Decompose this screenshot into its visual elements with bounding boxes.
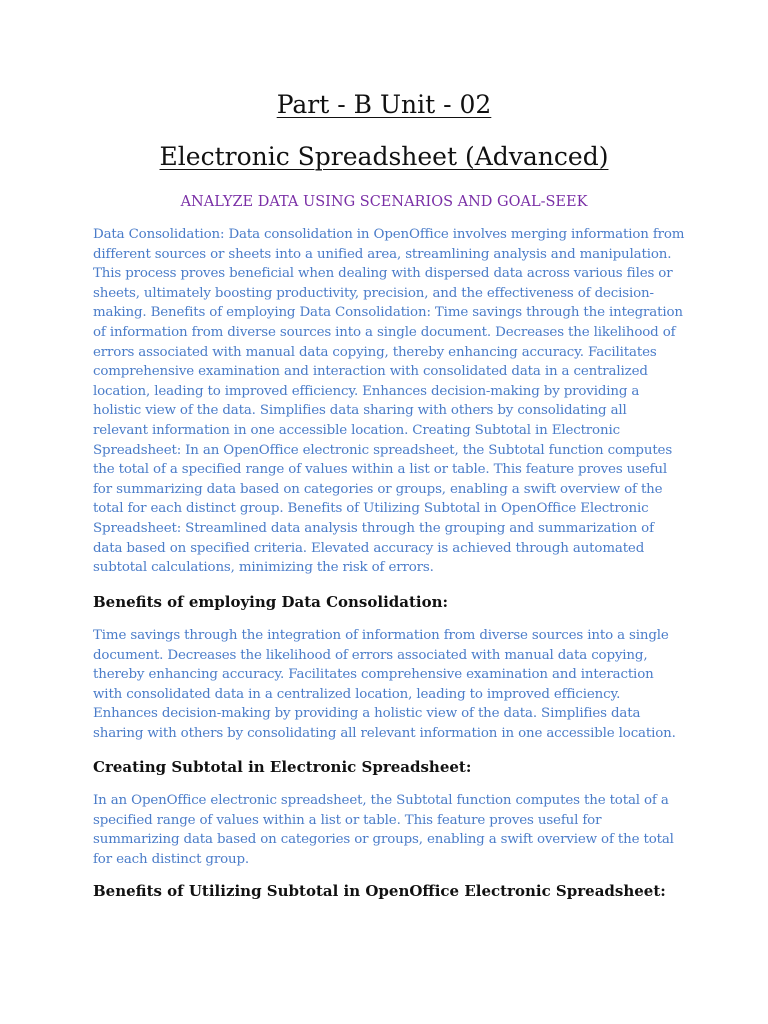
subtotal-paragraph: In an OpenOffice electronic spreadsheet, the Subtotal function computes the total of a specified range of values within a list or table. This feature proves useful for summarizing data based on categories or groups, enabling a swift overview of the total for each distinct group. [93, 793, 674, 867]
subtotal-benefits-heading: Benefits of Utilizing Subtotal in OpenOffice Electronic Spreadsheet: [93, 882, 666, 900]
intro-paragraph: Data Consolidation: Data consolidation in OpenOffice involves merging information from different sources or sheets into a unified area, streamlining analysis and manipulation. This process proves beneficial when dealing with dispersed data across various files or sheets, ultimately boosting productivity, precision, and the effectiveness of decision-making. Benefits of employing Data Consolidation: Time savings through the integration of information from diverse sources into a single document. Decreases the likelihood of errors associated with manual data copying, thereby enhancing accuracy. Facilitates comprehensive examination and interaction with consolidated data in a centralized location, leading to improved efficiency. Enhances decision-making by providing a holistic view of the data. Simplifies data sharing with others by consolidating all relevant information in one accessible location. Creating Subtotal in Electronic Spreadsheet: In an OpenOffice electronic spreadsheet, the Subtotal function computes the total of a specified range of values within a list or table. This feature proves useful for summarizing data based on categories or groups, enabling a swift overview of the total for each distinct group. Benefits of Utilizing Subtotal in OpenOffice Electronic Spreadsheet: Streamlined data analysis through the grouping and summarization of data based on specified criteria. Elevated accuracy is achieved through automated subtotal calculations, minimizing the risk of errors. [93, 227, 685, 576]
subtotal-heading: Creating Subtotal in Electronic Spreadsheet: [93, 758, 472, 776]
chapter-title: Electronic Spreadsheet (Advanced) [159, 142, 609, 171]
unit-title: Part - B Unit - 02 [276, 90, 492, 119]
consolidation-benefits-paragraph: Time savings through the integration of information from diverse sources into a single document. Decreases the likelihood of errors associated with manual data copying, thereby enhancing accuracy. Facilitates comprehensive examination and interaction with consolidated data in a centralized location, leading to improved efficiency. Enhances decision-making by providing a holistic view of the data. Simplifies data sharing with others by consolidating all relevant information in one accessible location. [93, 628, 676, 741]
section-heading: ANALYZE DATA USING SCENARIOS AND GOAL-SEEK [180, 194, 588, 210]
consolidation-benefits-heading: Benefits of employing Data Consolidation: [93, 593, 449, 611]
